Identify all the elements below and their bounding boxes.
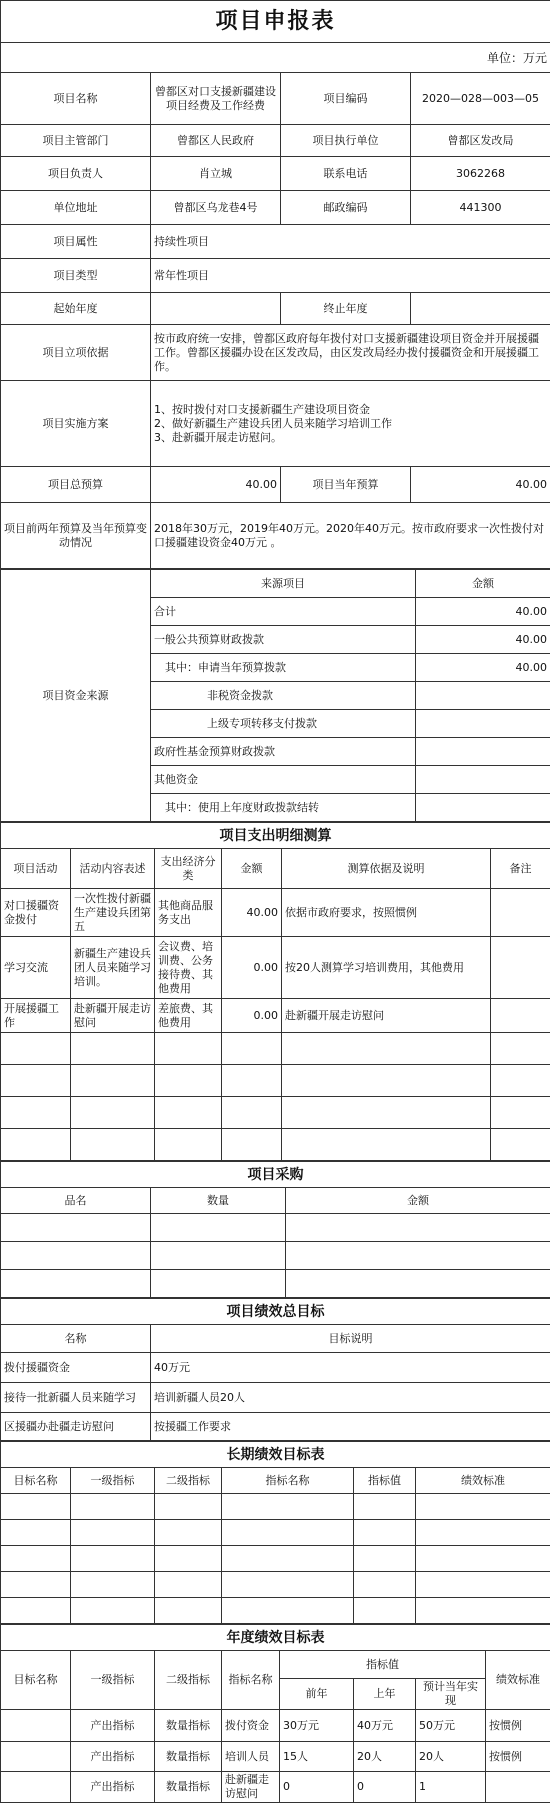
expense-header: 金额 [222,849,282,889]
zip-label: 邮政编码 [281,191,411,225]
purchase-header: 数量 [151,1188,286,1214]
annual-l2: 数量指标 [155,1710,222,1742]
funding-row-name: 其中：使用上年度财政拨款结转 [151,794,416,822]
funding-col-source: 来源项目 [151,570,416,598]
table-row [1,1383,550,1413]
annual-header: 指标名称 [222,1651,280,1710]
long-term-title: 长期绩效目标表 [1,1442,550,1468]
table-row [1,1598,550,1624]
expense-amount: 0.00 [222,999,282,1033]
table-row [1,999,550,1033]
expense-header: 项目活动 [1,849,71,889]
annual-prev2: 0 [280,1772,354,1803]
funding-row-name: 上级专项转移支付拨款 [151,710,416,738]
annual-goal [1,1742,71,1772]
change-label: 项目前两年预算及当年预算变动情况 [1,503,151,569]
plan-line-2: 2、做好新疆生产建设兵团人员来随学习培训工作 [154,417,547,431]
expense-content: 赴新疆开展走访慰问 [71,999,155,1033]
leader-label: 项目负责人 [1,157,151,191]
funding-row-name: 其他资金 [151,766,416,794]
expense-activity: 对口援疆资金拨付 [1,889,71,937]
table-row [1,1097,550,1129]
annual-table [0,1624,550,1803]
project-name-value: 曾都区对口支援新疆建设项目经费及工作经费 [151,73,281,125]
perf-total-desc: 按援疆工作要求 [151,1413,550,1441]
type-value: 常年性项目 [151,259,550,293]
annual-l2: 数量指标 [155,1742,222,1772]
plan-line-3: 3、赴新疆开展走访慰问。 [154,431,547,445]
phone-label: 联系电话 [281,157,411,191]
table-row [1,1065,550,1097]
annual-goal [1,1772,71,1803]
annual-std: 按惯例 [486,1742,550,1772]
expense-header: 支出经济分类 [155,849,222,889]
long-term-header: 二级指标 [155,1468,222,1494]
annual-name: 拨付资金 [222,1710,280,1742]
annual-prev1: 20人 [354,1742,416,1772]
long-term-header: 绩效标准 [416,1468,550,1494]
perf-total-header: 目标说明 [151,1325,550,1353]
perf-total-table [0,1298,550,1441]
funding-row-amount: 40.00 [416,654,550,682]
plan-line-1: 1、按时拨付对口支援新疆生产建设项目资金 [154,403,547,417]
exec-unit-label: 项目执行单位 [281,125,411,157]
table-row [1,1242,550,1270]
purchase-header: 品名 [1,1188,151,1214]
funding-row-name: 一般公共预算财政拨款 [151,626,416,654]
funding-label: 项目资金来源 [1,570,151,822]
expense-amount: 40.00 [222,889,282,937]
table-row [1,1033,550,1065]
table-row [1,1546,550,1572]
address-label: 单位地址 [1,191,151,225]
long-term-table [0,1441,550,1624]
expense-header: 备注 [491,849,550,889]
long-term-header: 指标值 [354,1468,416,1494]
perf-total-header: 名称 [1,1325,151,1353]
annual-title: 年度绩效目标表 [1,1625,550,1651]
perf-total-desc: 40万元 [151,1353,550,1383]
annual-cur: 1 [416,1772,486,1803]
perf-total-name: 区援疆办赴疆走访慰问 [1,1413,151,1441]
expense-basis: 依据市政府要求，按照惯例 [282,889,491,937]
annual-subheader: 预计当年实现 [416,1679,486,1710]
expense-note [491,889,550,937]
annual-l1: 产出指标 [71,1710,155,1742]
funding-row-amount [416,682,550,710]
long-term-header: 目标名称 [1,1468,71,1494]
start-year-label: 起始年度 [1,293,151,325]
plan-label: 项目实施方案 [1,381,151,467]
table-row [1,889,550,937]
table-row [1,1520,550,1546]
expense-note [491,937,550,999]
table-row [1,1742,550,1772]
funding-row-amount: 40.00 [416,598,550,626]
annual-name: 赴新疆走访慰问 [222,1772,280,1803]
phone-value: 3062268 [411,157,550,191]
annual-cur: 50万元 [416,1710,486,1742]
expense-category: 其他商品服务支出 [155,889,222,937]
table-row [1,1572,550,1598]
annual-header: 指标值 [280,1651,486,1679]
change-value: 2018年30万元，2019年40万元。2020年40万元。按市政府要求一次性拨付对口援疆建设资金40万元 。 [151,503,550,569]
expense-amount: 0.00 [222,937,282,999]
expense-basis: 按20人测算学习培训费用，其他费用 [282,937,491,999]
purchase-table [0,1161,550,1298]
funding-row-name: 政府性基金预算财政拨款 [151,738,416,766]
year-budget-label: 项目当年预算 [281,467,411,503]
project-name-label: 项目名称 [1,73,151,125]
zip-value: 441300 [411,191,550,225]
funding-col-amount: 金额 [416,570,550,598]
declaration-form [0,0,550,569]
long-term-header: 指标名称 [222,1468,354,1494]
annual-l2: 数量指标 [155,1772,222,1803]
expense-content: 新疆生产建设兵团人员来随学习培训。 [71,937,155,999]
annual-std: 按惯例 [486,1710,550,1742]
annual-std [486,1772,550,1803]
attribute-label: 项目属性 [1,225,151,259]
annual-l1: 产出指标 [71,1742,155,1772]
table-row [1,1413,550,1441]
exec-unit-value: 曾都区发改局 [411,125,550,157]
annual-header: 目标名称 [1,1651,71,1710]
table-row [1,1772,550,1803]
funding-row-amount [416,794,550,822]
perf-total-desc: 培训新疆人员20人 [151,1383,550,1413]
end-year-label: 终止年度 [281,293,411,325]
perf-total-name: 接待一批新疆人员来随学习 [1,1383,151,1413]
annual-prev2: 15人 [280,1742,354,1772]
purchase-title: 项目采购 [1,1162,550,1188]
funding-row-amount [416,710,550,738]
dept-label: 项目主管部门 [1,125,151,157]
form-title: 项目申报表 [1,1,550,43]
annual-subheader: 上年 [354,1679,416,1710]
annual-header: 绩效标准 [486,1651,550,1710]
expense-category: 会议费、培训费、公务接待费、其他费用 [155,937,222,999]
annual-name: 培训人员 [222,1742,280,1772]
basis-label: 项目立项依据 [1,325,151,381]
annual-header: 一级指标 [71,1651,155,1710]
annual-l1: 产出指标 [71,1772,155,1803]
plan-value [151,381,550,467]
type-label: 项目类型 [1,259,151,293]
funding-row-name: 非税资金拨款 [151,682,416,710]
annual-goal [1,1710,71,1742]
funding-row-amount: 40.00 [416,626,550,654]
table-row [1,1710,550,1742]
annual-prev2: 30万元 [280,1710,354,1742]
long-term-header: 一级指标 [71,1468,155,1494]
address-value: 曾都区乌龙巷4号 [151,191,281,225]
funding-row-name: 合计 [151,598,416,626]
year-budget-value: 40.00 [411,467,550,503]
basis-value: 按市政府统一安排，曾都区政府每年拨付对口支援新疆建设项目资金并开展援疆工作。曾都区援疆办设在区发改局，由区发改局经办拨付援疆资金和开展援疆工作。 [151,325,550,381]
expense-activity: 学习交流 [1,937,71,999]
funding-table [0,569,550,822]
annual-prev1: 40万元 [354,1710,416,1742]
end-year-value [411,293,550,325]
project-code-value: 2020—028—003—05 [411,73,550,125]
expense-activity: 开展援疆工作 [1,999,71,1033]
table-row [1,1353,550,1383]
attribute-value: 持续性项目 [151,225,550,259]
leader-value: 肖立城 [151,157,281,191]
expense-title: 项目支出明细测算 [1,823,550,849]
table-row [1,1214,550,1242]
table-row [1,937,550,999]
dept-value: 曾都区人民政府 [151,125,281,157]
table-row [1,1494,550,1520]
table-row [1,1270,550,1298]
project-code-label: 项目编码 [281,73,411,125]
total-budget-label: 项目总预算 [1,467,151,503]
expense-header: 测算依据及说明 [282,849,491,889]
funding-row-amount [416,738,550,766]
expense-table [0,822,550,1161]
table-row [1,1129,550,1161]
perf-total-title: 项目绩效总目标 [1,1299,550,1325]
funding-row-name: 其中：申请当年预算拨款 [151,654,416,682]
purchase-header: 金额 [286,1188,550,1214]
perf-total-name: 拨付援疆资金 [1,1353,151,1383]
start-year-value [151,293,281,325]
expense-content: 一次性拨付新疆生产建设兵团第五 [71,889,155,937]
unit-label: 单位：万元 [1,43,550,73]
expense-category: 差旅费、其他费用 [155,999,222,1033]
expense-basis: 赴新疆开展走访慰问 [282,999,491,1033]
annual-header: 二级指标 [155,1651,222,1710]
funding-row-amount [416,766,550,794]
annual-subheader: 前年 [280,1679,354,1710]
annual-cur: 20人 [416,1742,486,1772]
expense-header: 活动内容表述 [71,849,155,889]
annual-prev1: 0 [354,1772,416,1803]
expense-note [491,999,550,1033]
total-budget-value: 40.00 [151,467,281,503]
